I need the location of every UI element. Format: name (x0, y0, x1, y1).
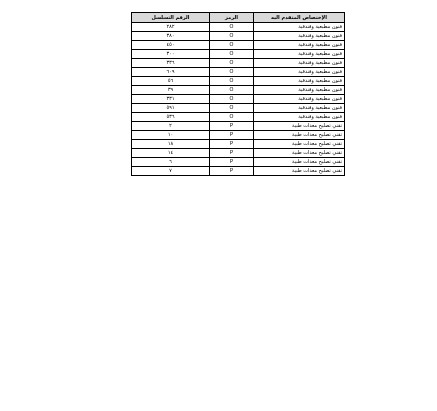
specialization-cell: فنون مطبعية وفندقية (254, 23, 345, 32)
table-row (132, 122, 345, 131)
serial-cell: ٣٣١ (132, 95, 210, 104)
header-serial: الرقم التسلسل (132, 13, 210, 23)
specialization-cell: تقني تصليح معدات طبية (254, 149, 345, 158)
code-cell: O (210, 50, 254, 59)
serial-cell: ٦٠٩ (132, 68, 210, 77)
table-row (132, 41, 345, 50)
specialization-cell: تقني تصليح معدات طبية (254, 140, 345, 149)
table-row (132, 131, 345, 140)
serial-cell: ١٠ (132, 131, 210, 140)
specialization-cell: تقني تصليح معدات طبية (254, 167, 345, 176)
serial-cell: ٥٣٦ (132, 113, 210, 122)
table-row (132, 95, 345, 104)
code-cell: O (210, 104, 254, 113)
specialization-cell: فنون مطبعية وفندقية (254, 59, 345, 68)
table-row (132, 104, 345, 113)
specialization-cell: فنون مطبعية وفندقية (254, 50, 345, 59)
table-row (132, 23, 345, 32)
code-cell: O (210, 23, 254, 32)
serial-cell: ٥٦ (132, 77, 210, 86)
code-cell: P (210, 140, 254, 149)
specialization-cell: فنون مطبعية وفندقية (254, 86, 345, 95)
code-cell: P (210, 158, 254, 167)
spreadsheet-page (131, 12, 344, 176)
code-cell: P (210, 167, 254, 176)
table-row (132, 59, 345, 68)
header-row (132, 13, 345, 23)
specialization-cell: فنون مطبعية وفندقية (254, 32, 345, 41)
specialization-cell: فنون مطبعية وفندقية (254, 41, 345, 50)
specialization-cell: تقني تصليح معدات طبية (254, 158, 345, 167)
code-cell: O (210, 32, 254, 41)
table-row (132, 158, 345, 167)
table-row (132, 167, 345, 176)
specialization-cell: فنون مطبعية وفندقية (254, 104, 345, 113)
table-row (132, 68, 345, 77)
specialization-cell: تقني تصليح معدات طبية (254, 122, 345, 131)
code-cell: O (210, 95, 254, 104)
code-cell: P (210, 122, 254, 131)
table-body (132, 23, 345, 176)
serial-cell: ٢٨٢ (132, 23, 210, 32)
serial-cell: ١٤ (132, 149, 210, 158)
serial-cell: ٤٥٠ (132, 41, 210, 50)
table-row (132, 86, 345, 95)
specialization-cell: فنون مطبعية وفندقية (254, 77, 345, 86)
code-cell: O (210, 113, 254, 122)
header-specialization: الإختصاص المتقدم اليه (254, 13, 345, 23)
serial-cell: ٣٩ (132, 86, 210, 95)
table-row (132, 77, 345, 86)
specialization-cell: فنون مطبعية وفندقية (254, 113, 345, 122)
code-cell: O (210, 41, 254, 50)
serial-cell: ٣٠٠ (132, 50, 210, 59)
code-cell: P (210, 149, 254, 158)
serial-cell: ٦ (132, 158, 210, 167)
serial-cell: ١٨ (132, 140, 210, 149)
specialization-cell: فنون مطبعية وفندقية (254, 68, 345, 77)
serial-cell: ٧ (132, 167, 210, 176)
code-cell: O (210, 59, 254, 68)
specialization-cell: فنون مطبعية وفندقية (254, 95, 345, 104)
code-cell: O (210, 68, 254, 77)
specialization-table (131, 12, 345, 176)
table-row (132, 113, 345, 122)
serial-cell: ٣٨٠ (132, 32, 210, 41)
table-row (132, 140, 345, 149)
table-row (132, 50, 345, 59)
header-code: الرمز (210, 13, 254, 23)
code-cell: P (210, 131, 254, 140)
serial-cell: ٥٩١ (132, 104, 210, 113)
specialization-cell: تقني تصليح معدات طبية (254, 131, 345, 140)
serial-cell: ٣٣٦ (132, 59, 210, 68)
table-row (132, 149, 345, 158)
serial-cell: ٢ (132, 122, 210, 131)
table-row (132, 32, 345, 41)
code-cell: O (210, 77, 254, 86)
code-cell: O (210, 86, 254, 95)
